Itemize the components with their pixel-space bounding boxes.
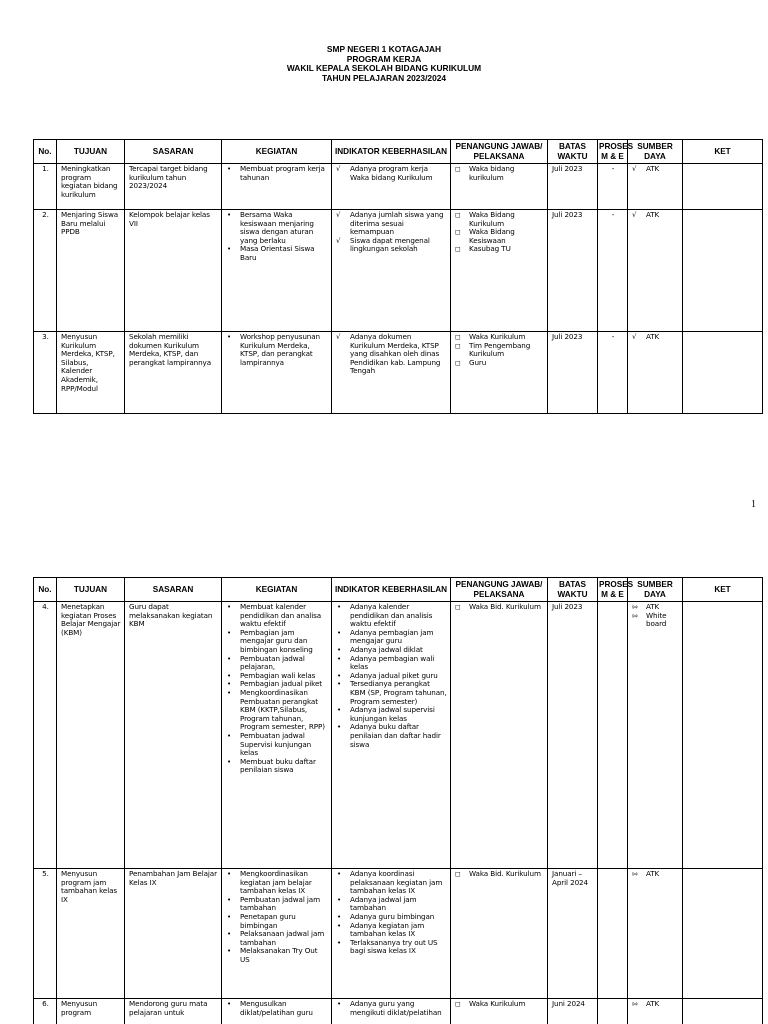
row-number bbox=[34, 602, 57, 869]
list-item-text: Pembagian wali kelas bbox=[240, 670, 316, 680]
check-icon: √ bbox=[336, 236, 341, 245]
bullet-icon: • bbox=[227, 245, 232, 254]
list-item-text: Adanya dokumen Kurikulum Merdeka, KTSP yang disahkan oleh dinas Pendidikan kab. Lampung Tengah bbox=[350, 332, 441, 376]
check-icon: √ bbox=[632, 211, 637, 219]
ket-cell bbox=[683, 164, 763, 210]
list-item-text: Adanya jadwal jam tambahan bbox=[350, 894, 417, 913]
batas-cell bbox=[548, 210, 598, 332]
square-icon: ◻ bbox=[455, 341, 461, 350]
list-item-text: ATK bbox=[646, 602, 660, 611]
item-list bbox=[226, 1000, 328, 1017]
cell-text: Juli 2023 bbox=[552, 210, 583, 219]
kegiatan-cell bbox=[222, 602, 332, 869]
list-item-text: Membuat buku daftar penilaian siswa bbox=[240, 756, 316, 775]
list-item bbox=[455, 228, 544, 245]
kegiatan-cell bbox=[222, 164, 332, 210]
list-item-text: Adanya kegiatan jam tambahan kelas IX bbox=[350, 920, 425, 939]
cell-text: Guru dapat melaksanakan kegiatan KBM bbox=[129, 602, 213, 629]
indikator-cell bbox=[332, 999, 451, 1024]
col-kegiatan: KEGIATAN bbox=[222, 578, 332, 602]
proses-cell bbox=[598, 332, 628, 414]
list-item-text: Pembuatan jadwal pelajaran, bbox=[240, 653, 305, 672]
list-item bbox=[226, 245, 328, 262]
bullet-icon: • bbox=[337, 1000, 342, 1008]
bullet-icon: • bbox=[227, 947, 232, 956]
item-list bbox=[226, 870, 328, 965]
list-item bbox=[336, 680, 447, 706]
bullet-icon: • bbox=[227, 671, 232, 680]
bullet-icon: • bbox=[227, 731, 232, 740]
bullet-icon: • bbox=[227, 895, 232, 904]
col-indikator: INDIKATOR KEBERHASILAN bbox=[332, 578, 451, 602]
item-list bbox=[632, 333, 679, 342]
ket-cell bbox=[683, 210, 763, 332]
cell-text: Sekolah memiliki dokumen Kurikulum Merdeka, KTSP, dan perangkat lampirannya bbox=[129, 332, 211, 367]
col-no: No. bbox=[34, 578, 57, 602]
bullet-icon: • bbox=[227, 930, 232, 939]
bullet-icon: • bbox=[337, 680, 342, 689]
bullet-icon: • bbox=[337, 723, 342, 732]
list-item-text: Adanya jadwal diklat bbox=[350, 644, 423, 654]
list-item bbox=[455, 245, 544, 254]
program-table-page-2 bbox=[33, 577, 763, 1024]
table-row bbox=[34, 164, 763, 210]
list-item-text: Waka bidang kurikulum bbox=[469, 164, 515, 182]
cell-text: Menyusun program bbox=[61, 999, 98, 1017]
check-icon: √ bbox=[632, 165, 637, 173]
tujuan-cell bbox=[57, 602, 125, 869]
list-item-text: Adanya jadual piket guru bbox=[350, 670, 438, 680]
sumber-cell bbox=[628, 999, 683, 1024]
arrow-icon: ⇰ bbox=[632, 1000, 638, 1008]
col-kegiatan: KEGIATAN bbox=[222, 140, 332, 164]
item-list bbox=[336, 211, 447, 254]
proses-cell bbox=[598, 210, 628, 332]
list-item bbox=[226, 603, 328, 629]
square-icon: ◻ bbox=[455, 245, 461, 254]
square-icon: ◻ bbox=[455, 228, 461, 237]
sasaran-cell bbox=[125, 210, 222, 332]
row-number bbox=[34, 869, 57, 999]
list-item bbox=[455, 165, 544, 182]
bullet-icon: • bbox=[227, 680, 232, 689]
pj-cell bbox=[451, 999, 548, 1024]
list-item-text: Pembuatan jadwal jam tambahan bbox=[240, 894, 321, 913]
list-item-text: Pembuatan jadwal Supervisi kunjungan kelas bbox=[240, 730, 312, 758]
list-item-text: Adanya buku daftar penilaian dan daftar hadir siswa bbox=[350, 722, 441, 749]
batas-cell bbox=[548, 332, 598, 414]
list-item bbox=[336, 629, 447, 646]
school-name: SMP NEGERI 1 KOTAGAJAH bbox=[326, 44, 442, 54]
list-item bbox=[226, 947, 328, 964]
item-list bbox=[226, 211, 328, 263]
indikator-cell bbox=[332, 164, 451, 210]
list-item bbox=[632, 1000, 679, 1009]
sumber-cell bbox=[628, 869, 683, 999]
list-item-text: ATK bbox=[646, 332, 660, 341]
cell-text: Penambahan Jam Belajar Kelas IX bbox=[129, 869, 217, 887]
list-item bbox=[455, 1000, 544, 1009]
bullet-icon: • bbox=[337, 706, 342, 715]
list-item-text: Pembagian jam mengajar guru dan bimbingan konseling bbox=[240, 627, 313, 654]
col-pj: PENANGUNG JAWAB/ PELAKSANA bbox=[451, 578, 548, 602]
list-item-text: ATK bbox=[646, 999, 660, 1008]
kegiatan-cell bbox=[222, 869, 332, 999]
list-item-text: Adanya koordinasi pelaksanaan kegiatan jam tambahan kelas IX bbox=[350, 869, 443, 896]
item-list bbox=[632, 165, 679, 174]
indikator-cell bbox=[332, 602, 451, 869]
list-item-text: Adanya jadwal supervisi kunjungan kelas bbox=[350, 705, 435, 723]
list-item bbox=[226, 165, 328, 182]
col-ket: KET bbox=[683, 578, 763, 602]
list-item-text: Adanya program kerja Waka bidang Kurikulum bbox=[350, 164, 433, 182]
bullet-icon: • bbox=[337, 895, 342, 904]
item-list bbox=[455, 1000, 544, 1009]
list-item bbox=[336, 211, 447, 237]
bullet-icon: • bbox=[337, 603, 342, 611]
col-pj: PENANGUNG JAWAB/ PELAKSANA bbox=[451, 140, 548, 164]
col-proses: PROSES M & E bbox=[598, 140, 628, 164]
list-item bbox=[226, 758, 328, 775]
kegiatan-cell bbox=[222, 332, 332, 414]
tujuan-cell bbox=[57, 164, 125, 210]
list-item-text: Guru bbox=[469, 357, 487, 367]
tujuan-cell bbox=[57, 332, 125, 414]
cell-text: 2. bbox=[42, 210, 49, 219]
proses-cell bbox=[598, 869, 628, 999]
pj-cell bbox=[451, 210, 548, 332]
bullet-icon: • bbox=[337, 628, 342, 637]
col-sasaran: SASARAN bbox=[125, 578, 222, 602]
table-row bbox=[34, 602, 763, 869]
list-item bbox=[336, 237, 447, 254]
list-item-text: Mengkoordinasikan kegiatan jam belajar tambahan kelas IX bbox=[240, 869, 312, 896]
list-item-text: Siswa dapat mengenal lingkungan sekolah bbox=[350, 235, 430, 254]
col-tujuan: TUJUAN bbox=[57, 140, 125, 164]
row-number bbox=[34, 999, 57, 1024]
cell-text: Juli 2023 bbox=[552, 602, 583, 611]
item-list bbox=[632, 603, 679, 629]
list-item bbox=[336, 165, 447, 182]
bullet-icon: • bbox=[227, 211, 232, 219]
item-list bbox=[226, 603, 328, 775]
cell-text: 3. bbox=[42, 332, 49, 341]
academic-year: TAHUN PELAJARAN 2023/2024 bbox=[321, 72, 447, 83]
cell-text: 5. bbox=[42, 869, 49, 878]
item-list bbox=[336, 603, 447, 749]
square-icon: ◻ bbox=[455, 1000, 461, 1008]
square-icon: ◻ bbox=[455, 603, 461, 611]
cell-text: Januari – April 2024 bbox=[552, 869, 589, 887]
ket-cell bbox=[683, 869, 763, 999]
list-item-text: Tersedianya perangkat KBM (SP, Program tahunan, Program semester) bbox=[350, 679, 447, 706]
item-list bbox=[455, 211, 544, 254]
sumber-cell bbox=[628, 602, 683, 869]
bullet-icon: • bbox=[227, 654, 232, 663]
program-title: PROGRAM KERJA bbox=[346, 53, 422, 64]
list-item bbox=[632, 211, 679, 220]
list-item-text: Bersama Waka kesiswaan menjaring siswa dengan aturan yang berlaku bbox=[240, 210, 314, 245]
cell-text: - bbox=[611, 164, 615, 173]
list-item bbox=[336, 1000, 447, 1017]
table-row bbox=[34, 869, 763, 999]
sasaran-cell bbox=[125, 602, 222, 869]
item-list bbox=[632, 870, 679, 879]
list-item-text: Pelaksanaan jadwal jam tambahan bbox=[240, 929, 325, 947]
list-item bbox=[632, 612, 679, 629]
bullet-icon: • bbox=[227, 1000, 232, 1008]
batas-cell bbox=[548, 602, 598, 869]
cell-text: 6. bbox=[42, 999, 49, 1008]
list-item bbox=[226, 930, 328, 947]
list-item bbox=[336, 333, 447, 376]
list-item-text: Waka Bidang Kurikulum bbox=[469, 210, 515, 228]
cell-text: Menyusun Kurikulum Merdeka, KTSP, Silabus, Kalender Akademik, RPP/Modul bbox=[61, 332, 115, 393]
list-item bbox=[226, 896, 328, 913]
square-icon: ◻ bbox=[455, 358, 461, 367]
cell-text: Meningkatkan program kegiatan bidang kurikulum bbox=[61, 164, 118, 199]
cell-text: - bbox=[611, 332, 615, 341]
position-title: WAKIL KEPALA SEKOLAH BIDANG KURIKULUM bbox=[286, 63, 482, 74]
list-item bbox=[336, 939, 447, 956]
list-item bbox=[226, 629, 328, 655]
cell-text: Juli 2023 bbox=[552, 332, 583, 341]
list-item-text: Membuat program kerja tahunan bbox=[240, 164, 325, 182]
check-icon: √ bbox=[336, 211, 341, 219]
list-item-text: Waka Bid. Kurikulum bbox=[469, 602, 541, 611]
bullet-icon: • bbox=[227, 603, 232, 611]
kegiatan-cell bbox=[222, 999, 332, 1024]
square-icon: ◻ bbox=[455, 211, 461, 219]
list-item bbox=[226, 689, 328, 732]
list-item bbox=[226, 333, 328, 367]
indikator-cell bbox=[332, 869, 451, 999]
list-item-text: Adanya guru yang mengikuti diklat/pelatihan bbox=[350, 999, 442, 1017]
cell-text: 1. bbox=[42, 164, 49, 173]
item-list bbox=[336, 1000, 447, 1017]
list-item-text: Waka Bidang Kesiswaan bbox=[469, 227, 515, 245]
item-list bbox=[632, 211, 679, 220]
list-item-text: Adanya kalender pendidikan dan analisis waktu efektif bbox=[350, 602, 433, 629]
ket-cell bbox=[683, 999, 763, 1024]
table-header-row bbox=[34, 140, 763, 164]
col-ket: KET bbox=[683, 140, 763, 164]
batas-cell bbox=[548, 164, 598, 210]
row-number bbox=[34, 210, 57, 332]
bullet-icon: • bbox=[227, 757, 232, 766]
pj-cell bbox=[451, 164, 548, 210]
cell-text: Menyusun program jam tambahan kelas IX bbox=[61, 869, 118, 904]
list-item-text: Adanya pembagian jam mengajar guru bbox=[350, 627, 434, 646]
list-item-text: Waka Bid. Kurikulum bbox=[469, 869, 541, 878]
proses-cell bbox=[598, 999, 628, 1024]
list-item bbox=[336, 706, 447, 723]
bullet-icon: • bbox=[227, 870, 232, 878]
arrow-icon: ⇰ bbox=[632, 603, 638, 611]
list-item-text: Waka Kurikulum bbox=[469, 332, 526, 341]
cell-text: Kelompok belajar kelas VII bbox=[129, 210, 210, 228]
cell-text: Menjaring Siswa Baru melalui PPDB bbox=[61, 210, 119, 237]
item-list bbox=[336, 333, 447, 376]
item-list bbox=[226, 165, 328, 182]
list-item bbox=[336, 723, 447, 749]
tujuan-cell bbox=[57, 999, 125, 1024]
batas-cell bbox=[548, 999, 598, 1024]
list-item bbox=[226, 655, 328, 672]
bullet-icon: • bbox=[337, 870, 342, 878]
bullet-icon: • bbox=[227, 628, 232, 637]
item-list bbox=[455, 333, 544, 367]
check-icon: √ bbox=[632, 333, 637, 341]
document-header bbox=[0, 45, 768, 83]
batas-cell bbox=[548, 869, 598, 999]
pj-cell bbox=[451, 869, 548, 999]
sumber-cell bbox=[628, 164, 683, 210]
cell-text: Menetapkan kegiatan Proses Belajar Mengajar (KBM) bbox=[61, 602, 121, 637]
list-item-text: Masa Orientasi Siswa Baru bbox=[240, 244, 315, 262]
bullet-icon: • bbox=[227, 688, 232, 697]
item-list bbox=[455, 870, 544, 879]
item-list bbox=[336, 870, 447, 956]
square-icon: ◻ bbox=[455, 870, 461, 878]
list-item bbox=[632, 333, 679, 342]
check-icon: √ bbox=[336, 165, 341, 173]
list-item-text: Melaksanakan Try Out US bbox=[240, 946, 318, 964]
row-number bbox=[34, 332, 57, 414]
indikator-cell bbox=[332, 332, 451, 414]
item-list bbox=[455, 603, 544, 612]
cell-text: Juni 2024 bbox=[552, 999, 585, 1008]
col-batas: BATAS WAKTU bbox=[548, 578, 598, 602]
col-sasaran: SASARAN bbox=[125, 140, 222, 164]
square-icon: ◻ bbox=[455, 333, 461, 341]
col-proses: PROSES M & E bbox=[598, 578, 628, 602]
item-list bbox=[226, 333, 328, 367]
proses-cell bbox=[598, 164, 628, 210]
row-number bbox=[34, 164, 57, 210]
list-item bbox=[336, 922, 447, 939]
table-row bbox=[34, 999, 763, 1024]
list-item-text: Adanya guru bimbingan bbox=[350, 911, 435, 921]
list-item-text: White board bbox=[646, 610, 667, 629]
sasaran-cell bbox=[125, 869, 222, 999]
indikator-cell bbox=[332, 210, 451, 332]
list-item-text: Pembagian jadual piket bbox=[240, 679, 322, 689]
item-list bbox=[455, 165, 544, 182]
list-item bbox=[336, 603, 447, 629]
list-item-text: Kasubag TU bbox=[469, 244, 511, 254]
cell-text: 4. bbox=[42, 602, 49, 611]
table-header-row bbox=[34, 578, 763, 602]
item-list bbox=[336, 165, 447, 182]
col-indikator: INDIKATOR KEBERHASILAN bbox=[332, 140, 451, 164]
list-item-text: Workshop penyusunan Kurikulum Merdeka, KTSP, dan perangkat lampirannya bbox=[240, 332, 321, 367]
bullet-icon: • bbox=[337, 654, 342, 663]
tujuan-cell bbox=[57, 869, 125, 999]
sasaran-cell bbox=[125, 332, 222, 414]
list-item bbox=[226, 1000, 328, 1017]
list-item bbox=[455, 603, 544, 612]
list-item bbox=[226, 211, 328, 245]
sasaran-cell bbox=[125, 164, 222, 210]
ket-cell bbox=[683, 332, 763, 414]
col-sumber: SUMBER DAYA bbox=[628, 578, 683, 602]
list-item bbox=[455, 342, 544, 359]
bullet-icon: • bbox=[227, 333, 232, 341]
page-number: 1 bbox=[751, 499, 756, 510]
list-item-text: Membuat kalender pendidikan dan analisa waktu efektif bbox=[240, 602, 322, 629]
bullet-icon: • bbox=[337, 912, 342, 921]
ket-cell bbox=[683, 602, 763, 869]
list-item-text: Adanya jumlah siswa yang diterima sesuai kemampuan bbox=[350, 210, 444, 237]
arrow-icon: ⇰ bbox=[632, 870, 638, 878]
list-item-text: Tim Pengembang Kurikulum bbox=[469, 340, 531, 359]
proses-cell bbox=[598, 602, 628, 869]
bullet-icon: • bbox=[337, 645, 342, 654]
list-item bbox=[226, 870, 328, 896]
list-item bbox=[455, 359, 544, 368]
cell-text: Juli 2023 bbox=[552, 164, 583, 173]
bullet-icon: • bbox=[227, 912, 232, 921]
col-batas: BATAS WAKTU bbox=[548, 140, 598, 164]
list-item bbox=[336, 870, 447, 896]
list-item bbox=[455, 211, 544, 228]
col-tujuan: TUJUAN bbox=[57, 578, 125, 602]
list-item bbox=[455, 870, 544, 879]
col-sumber: SUMBER DAYA bbox=[628, 140, 683, 164]
col-no: No. bbox=[34, 140, 57, 164]
list-item-text: Mengkoordinasikan Pembuatan perangkat KBM (KKTP,Silabus, Program tahunan, Program semester, RPP) bbox=[240, 687, 325, 732]
list-item bbox=[632, 870, 679, 879]
bullet-icon: • bbox=[337, 921, 342, 930]
list-item-text: ATK bbox=[646, 210, 660, 219]
pj-cell bbox=[451, 332, 548, 414]
bullet-icon: • bbox=[337, 671, 342, 680]
program-table-page-1 bbox=[33, 139, 763, 414]
kegiatan-cell bbox=[222, 210, 332, 332]
list-item-text: Waka Kurikulum bbox=[469, 999, 526, 1008]
arrow-icon: ⇰ bbox=[632, 611, 638, 620]
cell-text: Mendorong guru mata pelajaran untuk bbox=[129, 999, 208, 1017]
sumber-cell bbox=[628, 332, 683, 414]
check-icon: √ bbox=[336, 333, 341, 341]
tujuan-cell bbox=[57, 210, 125, 332]
list-item-text: Mengusulkan diklat/pelatihan guru bbox=[240, 999, 313, 1017]
bullet-icon: • bbox=[227, 165, 232, 173]
list-item bbox=[226, 913, 328, 930]
cell-text: Tercapai target bidang kurikulum tahun 2023/2024 bbox=[129, 164, 208, 191]
list-item-text: Adanya pembagian wali kelas bbox=[350, 653, 435, 672]
list-item bbox=[226, 732, 328, 758]
bullet-icon: • bbox=[337, 938, 342, 947]
list-item bbox=[336, 896, 447, 913]
list-item-text: Terlaksananya try out US bagi siswa kelas IX bbox=[350, 937, 438, 956]
sasaran-cell bbox=[125, 999, 222, 1024]
item-list bbox=[632, 1000, 679, 1009]
pj-cell bbox=[451, 602, 548, 869]
list-item-text: ATK bbox=[646, 164, 660, 173]
list-item bbox=[632, 165, 679, 174]
list-item-text: Penetapan guru bimbingan bbox=[240, 911, 296, 930]
table-row bbox=[34, 210, 763, 332]
cell-text: - bbox=[611, 210, 615, 219]
list-item-text: ATK bbox=[646, 869, 660, 878]
list-item bbox=[336, 655, 447, 672]
sumber-cell bbox=[628, 210, 683, 332]
table-row bbox=[34, 332, 763, 414]
square-icon: ◻ bbox=[455, 165, 461, 173]
